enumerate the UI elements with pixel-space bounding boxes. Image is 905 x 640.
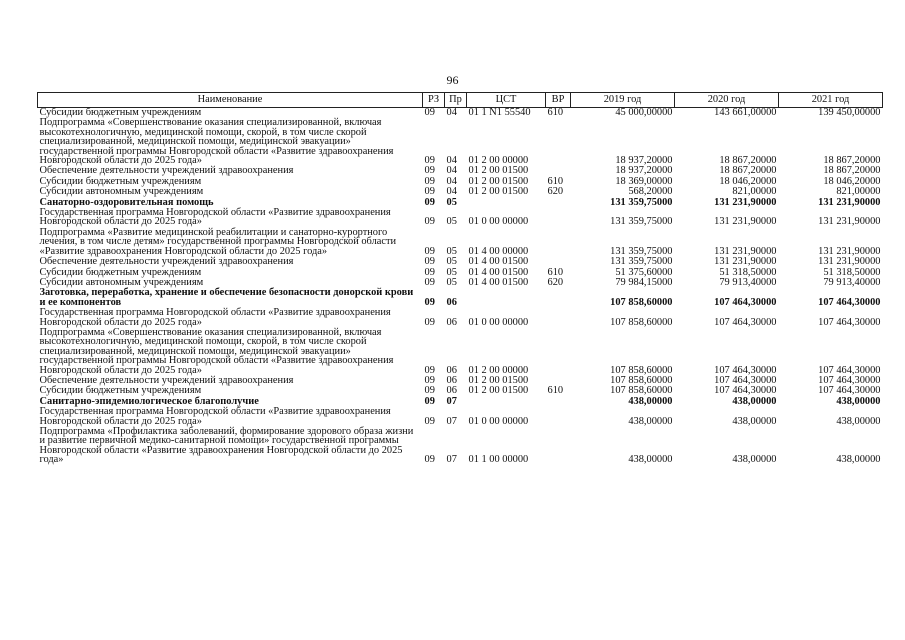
- row-cst: 01 2 00 01500: [468, 385, 529, 397]
- row-cst: 01 0 00 00000: [468, 216, 529, 228]
- table-row: [38, 118, 883, 166]
- row-name: Подпрограмма «Совершенствование оказания специализированной, включая высокотехнологичную, медицинской помощи, скорой, в том числе скорой специализированной, медицинской помощи, медицинской эвакуации» государственной программы Новгородской области «Развитие здравоохранения Новгородской области до 2025 года»: [39, 117, 394, 167]
- row-name: Государственная программа Новгородской области «Развитие здравоохранения Новгородской области до 2025 года»: [39, 307, 391, 328]
- row-name: Государственная программа Новгородской области «Развитие здравоохранения Новгородской области до 2025 года»: [39, 207, 391, 228]
- table-body: [38, 108, 883, 466]
- row-vr: 610: [547, 266, 564, 278]
- row-value-2021: 131 231,90000: [818, 245, 881, 257]
- row-cst: 01 4 00 01500: [468, 256, 529, 268]
- column-header-vr: ВР: [546, 93, 571, 108]
- row-value-2020: 18 046,20000: [719, 175, 777, 187]
- row-pr: 06: [446, 385, 457, 397]
- column-header-name: Наименование: [38, 93, 423, 108]
- row-rz: 09: [424, 256, 435, 268]
- row-cst: [467, 288, 546, 308]
- row-value-2021: 79 913,40000: [823, 276, 881, 288]
- row-value-2019: 438,00000: [628, 415, 673, 427]
- row-cst: 01 4 00 01500: [468, 266, 529, 278]
- row-value-2021: 18 867,20000: [823, 165, 881, 177]
- row-rz: 09: [424, 245, 435, 257]
- table-row: [38, 328, 883, 376]
- row-value-2020: 18 867,20000: [719, 155, 777, 167]
- row-name: Субсидии автономным учреждениям: [39, 186, 204, 198]
- row-value-2020: 107 464,30000: [714, 296, 777, 308]
- row-value-2020: 51 318,50000: [719, 266, 777, 278]
- row-value-2020: 18 867,20000: [719, 165, 777, 177]
- row-vr: [546, 328, 571, 376]
- row-value-2020: 438,00000: [732, 395, 777, 407]
- row-value-2021: 107 464,30000: [818, 385, 881, 397]
- row-name: Субсидии автономным учреждениям: [39, 276, 204, 288]
- row-vr: [546, 228, 571, 257]
- row-value-2019: 18 937,20000: [615, 165, 673, 177]
- row-value-2019: 568,20000: [628, 186, 673, 198]
- row-rz: 09: [424, 454, 435, 466]
- column-header-2021: 2021 год: [779, 93, 883, 108]
- page-number: 96: [446, 73, 459, 87]
- column-header-pr: Пр: [445, 93, 467, 108]
- row-vr: [546, 118, 571, 166]
- row-cst: 01 2 00 00000: [468, 364, 529, 376]
- row-rz: 09: [424, 107, 435, 118]
- row-rz: 09: [424, 216, 435, 228]
- table-row: [38, 257, 883, 267]
- row-name: Санитарно-эпидемиологическое благополучие: [39, 395, 259, 407]
- row-value-2020: 821,00000: [732, 186, 777, 198]
- row-pr: 05: [446, 245, 457, 257]
- row-name: Субсидии бюджетным учреждениям: [39, 266, 202, 278]
- row-name: Подпрограмма «Профилактика заболеваний, формирование здорового образа жизни и развитие первичной медико-санитарной помощи» государственной программы Новгородской области «Развитие здравоохранения Новгородской области до 2025 года»: [39, 426, 414, 466]
- row-value-2020: 131 231,90000: [714, 256, 777, 268]
- row-vr: [546, 308, 571, 328]
- row-value-2020: 131 231,90000: [714, 216, 777, 228]
- row-vr: [546, 397, 571, 407]
- row-vr: [546, 427, 571, 466]
- row-value-2021: 107 464,30000: [818, 364, 881, 376]
- row-pr: 05: [446, 256, 457, 268]
- row-value-2020: 79 913,40000: [719, 276, 777, 288]
- row-value-2019: 107 858,60000: [610, 385, 673, 397]
- row-cst: 01 2 00 01500: [468, 374, 529, 386]
- row-value-2020: 107 464,30000: [714, 374, 777, 386]
- row-pr: 04: [446, 165, 457, 177]
- row-pr: 05: [446, 216, 457, 228]
- row-value-2019: 131 359,75000: [610, 196, 673, 208]
- row-value-2021: 107 464,30000: [818, 296, 881, 308]
- row-value-2021: 131 231,90000: [818, 196, 881, 208]
- row-rz: 09: [424, 266, 435, 278]
- row-value-2019: 18 937,20000: [615, 155, 673, 167]
- row-value-2021: 131 231,90000: [818, 216, 881, 228]
- row-vr: [546, 257, 571, 267]
- row-cst: 01 0 00 00000: [468, 316, 529, 328]
- row-name: Заготовка, переработка, хранение и обеспечение безопасности донорской крови и ее компонентов: [39, 287, 414, 308]
- table-header-row: [38, 93, 883, 108]
- row-value-2019: 45 000,00000: [615, 107, 673, 118]
- row-cst: 01 4 00 01500: [468, 276, 529, 288]
- row-cst: 01 4 00 00000: [468, 245, 529, 257]
- row-rz: 09: [424, 155, 435, 167]
- row-rz: 09: [424, 296, 435, 308]
- row-name: Обеспечение деятельности учреждений здравоохранения: [39, 165, 294, 177]
- row-pr: 07: [446, 454, 457, 466]
- row-rz: 09: [424, 276, 435, 288]
- row-pr: 04: [446, 155, 457, 167]
- row-value-2021: 438,00000: [836, 395, 881, 407]
- row-pr: 06: [446, 364, 457, 376]
- row-vr: 620: [547, 186, 564, 198]
- row-value-2021: 18 046,20000: [823, 175, 881, 187]
- row-vr: [546, 198, 571, 208]
- row-name: Субсидии бюджетным учреждениям: [39, 107, 202, 118]
- row-value-2020: 107 464,30000: [714, 364, 777, 376]
- row-name: Государственная программа Новгородской области «Развитие здравоохранения Новгородской области до 2025 года»: [39, 406, 391, 427]
- row-cst: 01 2 00 00000: [468, 155, 529, 167]
- row-rz: 09: [424, 316, 435, 328]
- row-vr: [546, 288, 571, 308]
- column-header-2019: 2019 год: [571, 93, 675, 108]
- row-value-2021: 131 231,90000: [818, 256, 881, 268]
- row-cst: 01 1 00 00000: [468, 454, 529, 466]
- row-vr: [546, 407, 571, 427]
- row-rz: 09: [424, 175, 435, 187]
- row-value-2019: 18 369,00000: [615, 175, 673, 187]
- row-value-2020: 131 231,90000: [714, 196, 777, 208]
- row-pr: 04: [446, 107, 457, 118]
- row-name: Субсидии бюджетным учреждениям: [39, 175, 202, 187]
- row-rz: 09: [424, 374, 435, 386]
- row-pr: 04: [446, 175, 457, 187]
- row-vr: [546, 208, 571, 228]
- row-vr: 610: [547, 107, 564, 118]
- row-rz: 09: [424, 364, 435, 376]
- row-value-2020: 438,00000: [732, 454, 777, 466]
- row-value-2020: 131 231,90000: [714, 245, 777, 257]
- row-value-2021: 107 464,30000: [818, 316, 881, 328]
- row-rz: 09: [424, 196, 435, 208]
- column-header-2020: 2020 год: [675, 93, 779, 108]
- row-pr: 04: [446, 186, 457, 198]
- row-value-2021: 107 464,30000: [818, 374, 881, 386]
- row-value-2019: 131 359,75000: [610, 216, 673, 228]
- row-value-2019: 107 858,60000: [610, 316, 673, 328]
- row-value-2020: 143 661,00000: [714, 107, 777, 118]
- row-name: Обеспечение деятельности учреждений здравоохранения: [39, 256, 294, 268]
- row-rz: 09: [424, 165, 435, 177]
- row-name: Санаторно-оздоровительная помощь: [39, 196, 214, 208]
- row-rz: 09: [424, 395, 435, 407]
- row-value-2019: 107 858,60000: [610, 374, 673, 386]
- table-row: [38, 407, 883, 427]
- row-value-2021: 438,00000: [836, 415, 881, 427]
- row-value-2019: 51 375,60000: [615, 266, 673, 278]
- row-value-2020: 438,00000: [732, 415, 777, 427]
- column-header-rz: РЗ: [423, 93, 445, 108]
- row-value-2019: 131 359,75000: [610, 245, 673, 257]
- row-value-2020: 107 464,30000: [714, 316, 777, 328]
- table-row: [38, 308, 883, 328]
- row-cst: [467, 198, 546, 208]
- row-value-2019: 107 858,60000: [610, 364, 673, 376]
- column-header-cst: ЦСТ: [467, 93, 546, 108]
- row-rz: 09: [424, 385, 435, 397]
- row-pr: 07: [446, 415, 457, 427]
- row-value-2021: 18 867,20000: [823, 155, 881, 167]
- row-value-2019: 131 359,75000: [610, 256, 673, 268]
- table-row: [38, 228, 883, 257]
- row-cst: 01 2 00 01500: [468, 175, 529, 187]
- row-cst: 01 1 N1 55540: [468, 107, 531, 118]
- row-cst: 01 0 00 00000: [468, 415, 529, 427]
- row-value-2019: 438,00000: [628, 395, 673, 407]
- row-cst: [467, 397, 546, 407]
- row-pr: 06: [446, 296, 457, 308]
- row-cst: 01 2 00 01500: [468, 165, 529, 177]
- row-value-2019: 79 984,15000: [615, 276, 673, 288]
- row-value-2019: 438,00000: [628, 454, 673, 466]
- row-name: Субсидии бюджетным учреждениям: [39, 385, 202, 397]
- row-name: Подпрограмма «Совершенствование оказания специализированной, включая высокотехнологичную, медицинской помощи, скорой, в том числе скорой специализированной, медицинской помощи, медицинской эвакуации» государственной программы Новгородской области «Развитие здравоохранения Новгородской области до 2025 года»: [39, 326, 394, 376]
- row-pr: 06: [446, 374, 457, 386]
- row-value-2021: 821,00000: [836, 186, 881, 198]
- row-vr: 610: [547, 385, 564, 397]
- row-pr: 05: [446, 196, 457, 208]
- row-vr: 610: [547, 175, 564, 187]
- row-vr: 620: [547, 276, 564, 288]
- row-value-2021: 51 318,50000: [823, 266, 881, 278]
- row-name: Подпрограмма «Развитие медицинской реабилитации и санаторно-курортного лечения, в том числе детям» государственной программы Новгородской области «Развитие здравоохранения Новгородской области до 2025 года»: [39, 226, 397, 257]
- row-cst: 01 2 00 01500: [468, 186, 529, 198]
- table-row: [38, 427, 883, 466]
- row-name: Обеспечение деятельности учреждений здравоохранения: [39, 374, 294, 386]
- row-pr: 05: [446, 276, 457, 288]
- row-value-2020: 107 464,30000: [714, 385, 777, 397]
- row-rz: 09: [424, 186, 435, 198]
- table-row: [38, 288, 883, 308]
- row-rz: 09: [424, 415, 435, 427]
- row-pr: 07: [446, 395, 457, 407]
- table-row: [38, 208, 883, 228]
- row-value-2019: 107 858,60000: [610, 296, 673, 308]
- row-value-2021: 139 450,00000: [818, 107, 881, 118]
- row-pr: 05: [446, 266, 457, 278]
- row-value-2021: 438,00000: [836, 454, 881, 466]
- budget-table: [37, 92, 883, 466]
- row-pr: 06: [446, 316, 457, 328]
